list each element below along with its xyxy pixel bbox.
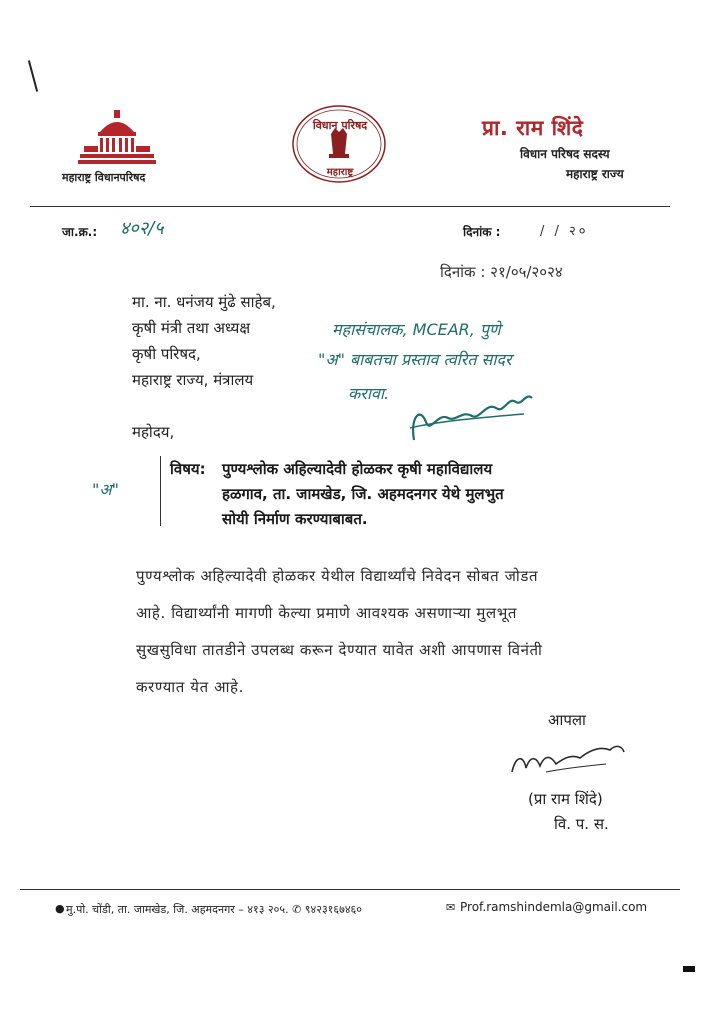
- handwritten-note-line-3: करावा.: [348, 384, 390, 403]
- assembly-label: महाराष्ट्र विधानपरिषद: [62, 171, 146, 184]
- signatory-name: (प्रा राम शिंदे): [528, 790, 603, 808]
- closing-word: आपला: [548, 711, 586, 729]
- subject-line-2: हळगाव, ता. जामखेड, जि. अहमदनगर येथे मुलभुत: [222, 485, 504, 503]
- seal-bottom-text: महाराष्ट्र: [326, 167, 354, 178]
- seal-top-text: विधान परिषद: [312, 119, 368, 132]
- body-line-1: पुण्यश्लोक अहिल्यादेवी होळकर येथील विद्यार्थ्यांचे निवेदन सोबत जोडत: [136, 567, 539, 585]
- salutation: महोदय,: [132, 423, 175, 441]
- subject-label: विषय:: [170, 460, 206, 478]
- body-line-2: आहे. विद्यार्थ्यांनी मागणी केल्या प्रमाणे आवश्यक असणाऱ्या मुलभूत: [136, 604, 518, 622]
- footer-divider: [20, 889, 680, 890]
- body-line-4: करण्यात येत आहे.: [136, 678, 244, 696]
- letter-date: दिनांक : २१/०५/२०२४: [440, 263, 563, 281]
- ref-label: जा.क्र.:: [62, 225, 98, 239]
- footer-email: Prof.ramshindemla@gmail.com: [460, 900, 648, 914]
- subject-line-3: सोयी निर्माण करण्याबाबत.: [222, 510, 368, 528]
- subject-line-1: पुण्यश्लोक अहिल्यादेवी होळकर कृषी महाविद्यालय: [222, 460, 493, 478]
- header-divider: [30, 206, 670, 207]
- signatory-abbr: वि. प. स.: [554, 815, 609, 833]
- vidhan-bhavan-logo: [78, 110, 156, 168]
- sender-name: प्रा. राम शिंदे: [482, 116, 584, 140]
- recipient-line-4: महाराष्ट्र राज्य, मंत्रालय: [132, 371, 254, 389]
- location-pin-icon: ●: [55, 902, 65, 915]
- date-blank: / / २०: [540, 224, 589, 239]
- sender-state: महाराष्ट्र राज्य: [566, 167, 624, 181]
- handwritten-note-line-1: महासंचालक, MCEAR, पुणे: [332, 320, 501, 339]
- subject-bar: [160, 456, 161, 526]
- margin-mark: [28, 60, 38, 91]
- handwritten-note-line-2: "अ" बाबतचा प्रस्ताव त्वरित सादर: [318, 350, 512, 369]
- date-label: दिनांक :: [463, 225, 501, 239]
- scan-edge-mark: [683, 966, 695, 972]
- subject-marker: "अ": [92, 480, 119, 499]
- sender-signature: [506, 736, 636, 784]
- recipient-line-2: कृषी मंत्री तथा अध्यक्ष: [132, 319, 251, 337]
- recipient-line-3: कृषी परिषद,: [132, 345, 201, 363]
- ref-number: ४०२/५: [120, 218, 164, 239]
- footer-address: मु.पो. चोंडी, ता. जामखेड, जि. अहमदनगर – ४१३ २०५. ✆ ९४२३१६७४६०: [66, 903, 362, 916]
- email-icon: ✉: [446, 901, 456, 914]
- body-line-3: सुखसुविधा तातडीने उपलब्ध करून देण्यात यावेत अशी आपणास विनंती: [136, 641, 543, 659]
- minister-signature: [404, 388, 554, 452]
- recipient-line-1: मा. ना. धनंजय मुंढे साहेब,: [132, 293, 276, 311]
- sender-designation: विधान परिषद सदस्य: [520, 147, 610, 161]
